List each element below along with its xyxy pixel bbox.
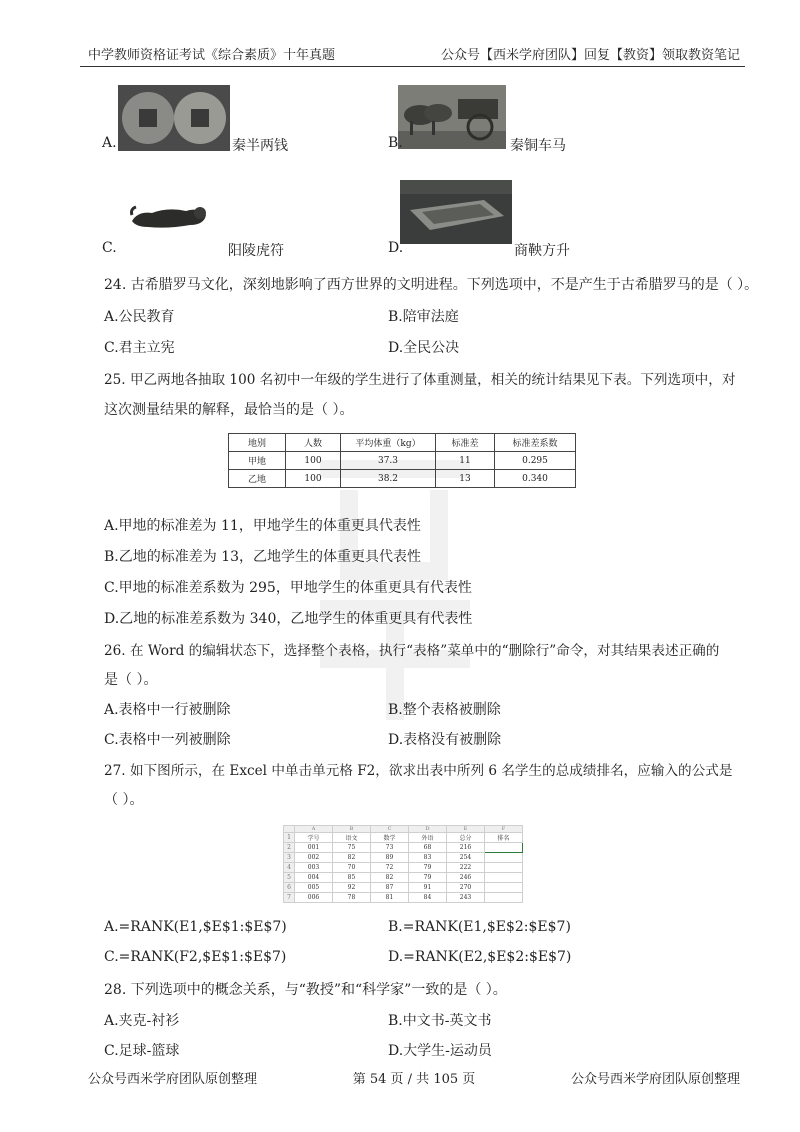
coins-image [118,85,230,151]
q24-option-b: B.陪审法庭 [388,309,459,325]
table-header-cell: 人数 [286,434,341,452]
q23-option-a-label: 秦半两钱 [232,138,288,154]
selected-cell-f2 [485,843,523,853]
row-number: 4 [284,863,295,873]
column-letter: C [371,826,409,833]
q23-option-c: C. [102,240,117,256]
q27-option-d: D.=RANK(E2,$E$2:$E$7) [388,949,572,965]
table-row [229,452,576,470]
column-letter: F [485,826,523,833]
page-number: 第 54 页 / 共 105 页 [352,1072,476,1087]
q25-option-b: B.乙地的标准差为 13，乙地学生的体重更具代表性 [104,549,422,565]
sheet-row: 4 003 70 72 79 222 [284,863,523,873]
sheet-row: 7 006 78 81 84 243 [284,893,523,903]
column-letter: A [295,826,333,833]
header-divider [80,66,745,67]
table-header-cell: 标准差 [436,434,495,452]
q23-option-c-label: 阳陵虎符 [228,243,284,259]
q28-option-a: A.夹克-衬衫 [104,1013,180,1029]
excel-sheet-image [283,825,523,905]
table-cell: 0.295 [495,452,576,470]
table-cell: 甲地 [229,452,286,470]
q23-option-d: D. [388,240,404,256]
table-row [229,470,576,488]
q23-option-b-label: 秦铜车马 [510,138,566,154]
q26-option-c: C.表格中一列被删除 [104,732,231,748]
row-number: 6 [284,883,295,893]
table-header-cell: 平均体重（kg） [341,434,436,452]
q25-option-c: C.甲地的标准差系数为 295，甲地学生的体重更具有代表性 [104,580,472,596]
shang-yang-measure-image [400,180,512,244]
sheet-column-letters [284,826,523,833]
row-number: 5 [284,873,295,883]
sheet-row: 5 004 85 82 79 246 [284,873,523,883]
q28-option-b: B.中文书-英文书 [388,1013,492,1029]
header-left: 中学教师资格证考试《综合素质》十年真题 [88,48,336,63]
q26-option-a: A.表格中一行被删除 [104,702,231,718]
table-cell: 13 [436,470,495,488]
sheet-header-cell: 外语 [409,833,447,843]
table-cell: 0.340 [495,470,576,488]
row-number: 2 [284,843,295,853]
header-right: 公众号【西米学府团队】回复【教资】领取教资笔记 [440,48,740,63]
sheet-row: 2 001 75 73 68 216 [284,843,523,853]
row-number: 3 [284,853,295,863]
sheet-header-cell: 数学 [371,833,409,843]
table-header-cell: 地别 [229,434,286,452]
table-cell: 乙地 [229,470,286,488]
sheet-header-cell: 总分 [447,833,485,843]
q26-option-b: B.整个表格被删除 [388,702,501,718]
column-letter: B [333,826,371,833]
table-cell: 100 [286,452,341,470]
q23-option-d-label: 商鞅方升 [514,243,570,259]
table-header-row [229,434,576,452]
q25-stats-table [228,433,576,488]
q24-option-a: A.公民教育 [104,309,175,325]
q27-option-b: B.=RANK(E1,$E$2:$E$7) [388,919,571,935]
row-number: 1 [284,833,295,843]
q25-option-a: A.甲地的标准差为 11，甲地学生的体重更具代表性 [104,518,421,534]
q25-stem-line2: 这次测量结果的解释，最恰当的是（ ）。 [104,402,354,418]
q24-option-c: C.君主立宪 [104,340,175,356]
table-cell: 38.2 [341,470,436,488]
sheet-header-row [284,833,523,843]
table-cell: 11 [436,452,495,470]
footer-left: 公众号西米学府团队原创整理 [88,1072,258,1087]
q25-stem-line1: 25. 甲乙两地各抽取 100 名初中一年级的学生进行了体重测量，相关的统计结果见下表。下列选项中，对 [104,372,736,388]
table-cell: 37.3 [341,452,436,470]
sheet-row: 6 005 92 87 91 270 [284,883,523,893]
q26-option-d: D.表格没有被删除 [388,732,502,748]
q28-option-d: D.大学生-运动员 [388,1043,492,1059]
table-cell: 100 [286,470,341,488]
q26-stem-line2: 是（ ）。 [104,672,158,688]
q27-stem-line1: 27. 如下图所示，在 Excel 中单击单元格 F2，欲求出表中所列 6 名学生的总成绩排名，应输入的公式是 [104,763,733,779]
footer-right: 公众号西米学府团队原创整理 [570,1072,740,1087]
q28-stem: 28. 下列选项中的概念关系，与“教授”和“科学家”一致的是（ ）。 [104,982,507,998]
bronze-chariot-image [398,85,506,149]
tiger-tally-image [128,195,210,235]
row-number: 7 [284,893,295,903]
page-header [88,44,740,63]
q23-option-a: A. [102,135,117,151]
q24-option-d: D.全民公决 [388,340,460,356]
q28-option-c: C.足球-篮球 [104,1043,180,1059]
sheet-header-cell: 排名 [485,833,523,843]
q25-option-d: D.乙地的标准差系数为 340，乙地学生的体重更具有代表性 [104,611,473,627]
column-letter: E [447,826,485,833]
sheet-row: 3 002 82 89 83 254 [284,853,523,863]
page-footer [88,1068,740,1087]
q27-option-c: C.=RANK(F2,$E$1:$E$7) [104,949,287,965]
q26-stem-line1: 26. 在 Word 的编辑状态下，选择整个表格，执行“表格”菜单中的“删除行”命令，对其结果表述正确的 [104,643,720,659]
sheet-header-cell: 学号 [295,833,333,843]
q27-stem-line2: （ ）。 [104,792,144,808]
table-header-cell: 标准差系数 [495,434,576,452]
q27-option-a: A.=RANK(E1,$E$1:$E$7) [104,919,287,935]
q23-option-b: B. [388,135,403,151]
sheet-header-cell: 语文 [333,833,371,843]
column-letter: D [409,826,447,833]
q24-stem: 24. 古希腊罗马文化，深刻地影响了西方世界的文明进程。下列选项中，不是产生于古希腊罗马的是（ ）。 [104,277,759,293]
